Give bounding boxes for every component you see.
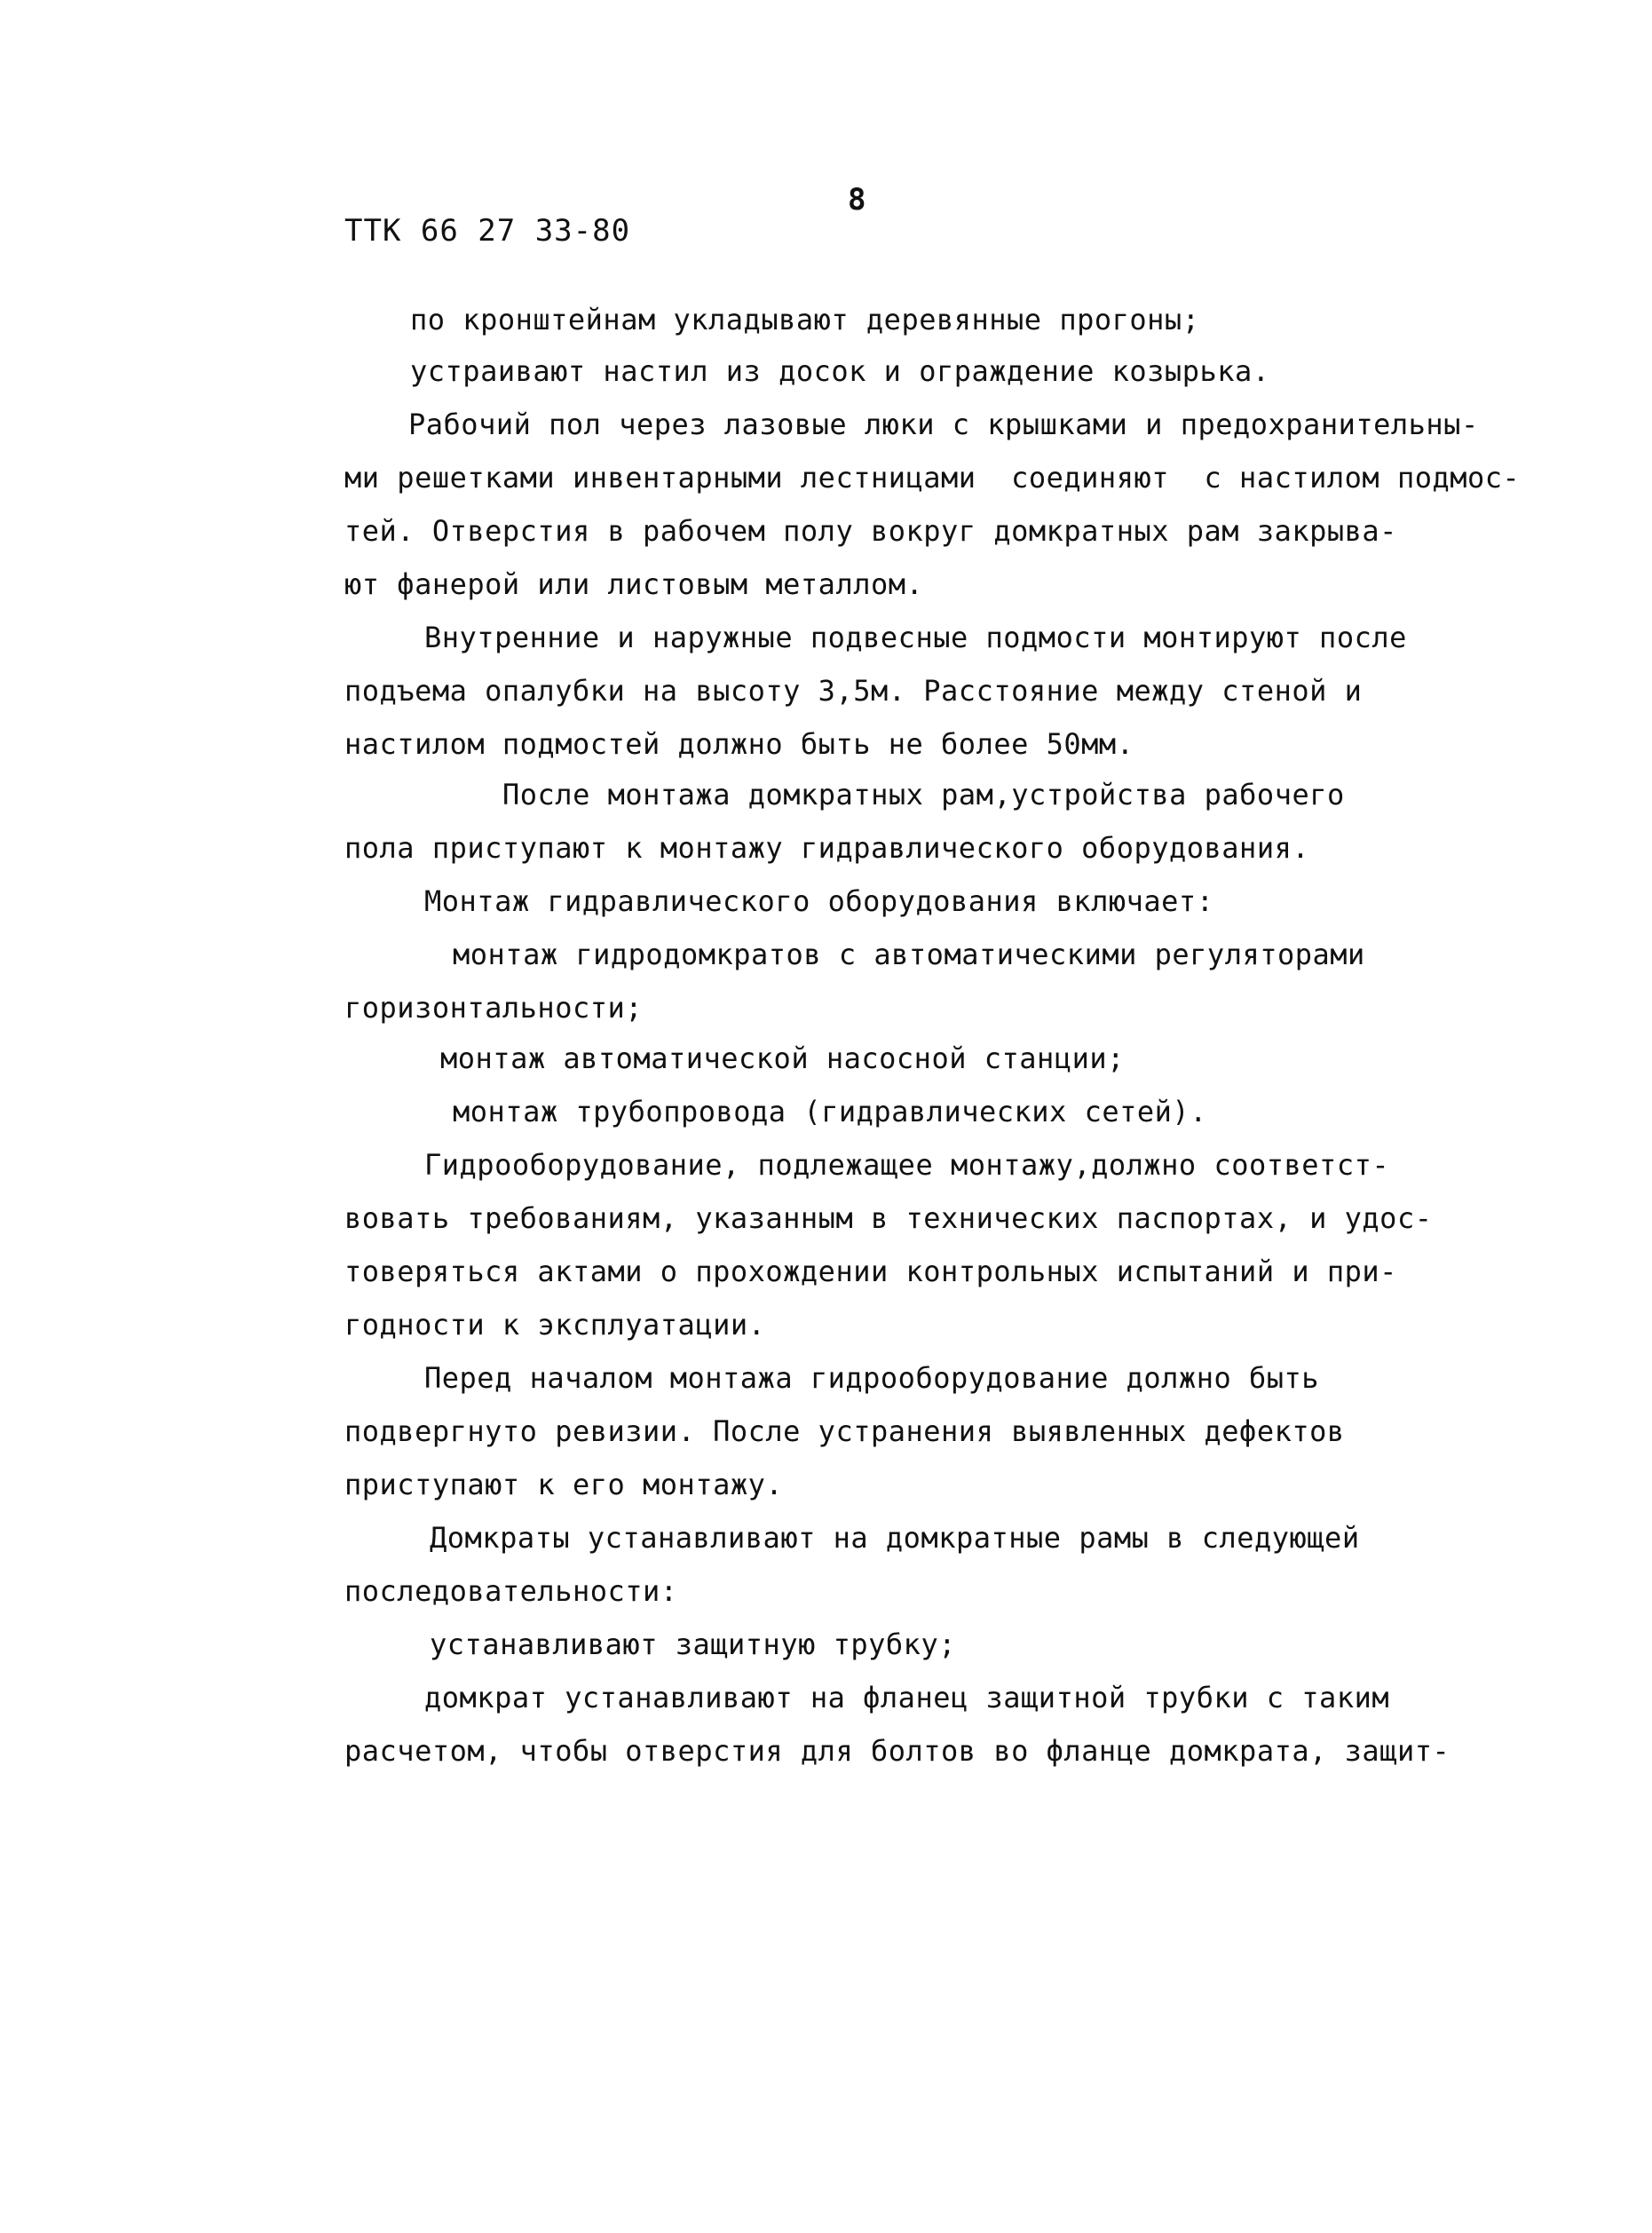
text-line: расчетом, чтобы отверстия для болтов во фланце домкрата, защит-: [344, 1734, 1450, 1768]
text-line: Рабочий пол через лазовые люки с крышками и предохранительны-: [408, 408, 1479, 441]
text-line: подъема опалубки на высоту 3,5м. Расстояние между стеной и: [344, 674, 1363, 708]
text-line: ют фанерой или листовым металлом.: [344, 567, 924, 601]
page-number: 8: [848, 182, 866, 218]
text-line: тей. Отверстия в рабочем полу вокруг домкратных рам закрыва-: [344, 514, 1397, 548]
text-line: устанавливают защитную трубку;: [430, 1627, 956, 1661]
text-line: горизонтальности;: [344, 991, 644, 1025]
text-line: Внутренние и наружные подвесные подмости монтируют после: [424, 621, 1407, 654]
text-line: устраивают настил из досок и ограждение козырька.: [410, 354, 1270, 388]
text-line: домкрат устанавливают на фланец защитной трубки с таким: [424, 1681, 1390, 1714]
text-line: ми решетками инвентарными лестницами соединяют с настилом подмос-: [344, 461, 1521, 495]
text-line: После монтажа домкратных рам,устройства рабочего: [502, 778, 1345, 812]
text-line: годности к эксплуатации.: [344, 1308, 766, 1342]
text-line: Перед началом монтажа гидрооборудование должно быть: [424, 1361, 1320, 1395]
text-line: монтаж автоматической насосной станции;: [440, 1041, 1125, 1075]
text-line: последовательности:: [344, 1574, 678, 1608]
text-line: товеряться актами о прохождении контрольных испытаний и при-: [344, 1255, 1397, 1288]
text-line: вовать требованиям, указанным в технических паспортах, и удос-: [344, 1201, 1433, 1235]
document-code: ТТК 66 27 33-80: [344, 213, 631, 249]
text-line: монтаж гидродомкратов с автоматическими регуляторами: [453, 938, 1365, 971]
text-line: подвергнуто ревизии. После устранения выявленных дефектов: [344, 1414, 1345, 1448]
text-line: монтаж трубопровода (гидравлических сетей).: [453, 1095, 1207, 1128]
text-line: по кронштейнам укладывают деревянные прогоны;: [410, 303, 1200, 337]
text-line: Монтаж гидравлического оборудования включает:: [424, 884, 1214, 918]
text-line: настилом подмостей должно быть не более 50мм.: [344, 727, 1134, 761]
text-line: пола приступают к монтажу гидравлического оборудования.: [344, 831, 1310, 865]
text-line: Домкраты устанавливают на домкратные рамы в следующей: [430, 1521, 1360, 1555]
text-line: приступают к его монтажу.: [344, 1468, 784, 1501]
text-line: Гидрооборудование, подлежащее монтажу,должно соответст-: [424, 1148, 1390, 1182]
